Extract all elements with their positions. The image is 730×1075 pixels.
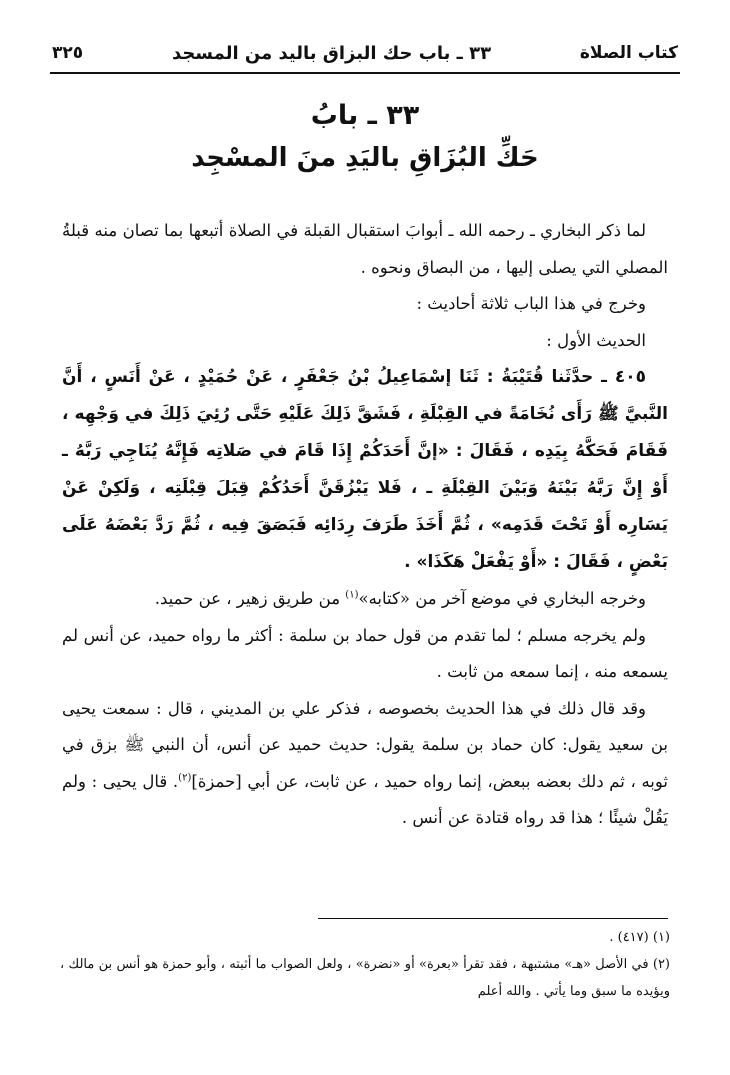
- bukhari-text-end: من طريق زهير ، عن حميد.: [154, 589, 346, 608]
- chapter-title: حَكِّ البُزَاقِ باليَدِ منَ المسْجِد: [191, 143, 539, 173]
- footnote-rule: [318, 918, 668, 919]
- main-text: [62, 213, 668, 837]
- bukhari-text: وخرجه البخاري في موضع آخر من «كتابه»: [358, 589, 646, 608]
- chapter-number: ٣٣ ـ بابُ: [310, 100, 420, 131]
- muslim-paragraph: ولم يخرجه مسلم ؛ لما تقدم من قول حماد بن سلمة : أكثر ما رواه حميد، عن أنس لم يسمعه منه ، إنما سمعه من ثابت .: [62, 625, 668, 681]
- madini-text-end: . قال يحيى : ولم يَقُلْ شيئًا ؛ هذا قد رواه قتادة عن أنس .: [62, 771, 668, 827]
- intro-paragraph: لما ذكر البخاري ـ رحمه الله ـ أبوابَ استقبال القبلة في الصلاة أتبعها بما تصان منه قبلةُ المصلي التي يصلى إليها ، من البصاق ونحوه .: [62, 221, 668, 277]
- first-hadith-heading: الحديث الأول :: [546, 330, 646, 350]
- hadith-text: ٤٠٥ ـ حدَّثَنا قُتَيْبَةُ : ثَنَا إسْمَاعِيلُ بْنُ جَعْفَرٍ ، عَنْ حُمَيْدٍ ، عَنْ أَنَسٍ ، أَنَّ النَّبيَّ ﷺ رَأَى نُخَامَةً في القِبْلَةِ ، فَشَقَّ ذَلِكَ عَلَيْهِ حَتَّى رُئِيَ ذَلِكَ في وَجْهِه ، فَقَامَ فَحَكَّهُ بِيَدِه ، فَقَالَ : «إنَّ أَحَدَكُمْ إِذَا قَامَ في صَلاتِه فَإِنَّهُ يُنَاجِي رَبَّهُ ـ أَوْ إِنَّ رَبَّهُ بَيْنَهُ وَبَيْنَ القِبْلَةِ ـ ، فَلا يَبْزُقَنَّ أَحَدُكُمْ قِبَلَ قِبْلَتِه ، وَلَكِنْ عَنْ يَسَارِه أَوْ تَحْتَ قَدَمِه» ، ثُمَّ أَخَذَ طَرَفَ رِدَائِه فَبَصَقَ فِيه ، ثُمَّ رَدَّ بَعْضَهُ عَلَى بَعْضٍ ، فَقَالَ : «أَوْ يَفْعَلْ هَكَذَا» .: [62, 367, 668, 572]
- section-title: ٣٣ ـ باب حك البزاق باليد من المسجد: [171, 42, 492, 64]
- footnote-ref-1: (١): [345, 589, 359, 601]
- hadith-count-paragraph: وخرج في هذا الباب ثلاثة أحاديث :: [416, 294, 646, 313]
- page-number: ٣٢٥: [52, 43, 84, 63]
- bukhari-paragraph: [62, 581, 668, 618]
- header-rule: [50, 72, 680, 74]
- footnote-1: (١) (٤١٧) .: [609, 930, 670, 945]
- footnotes: [60, 924, 670, 1005]
- running-header: [52, 38, 678, 68]
- footnote-ref-2: (٢): [178, 772, 192, 783]
- book-title: كتاب الصلاة: [579, 43, 678, 63]
- footnote-2: (٢) في الأصل «هـ» مشتبهة ، فقد تقرأ «بعرة» أو «نضرة» ، ولعل الصواب ما أثبته ، وأبو حمزة هو أنس بن مالك ، ويؤيده ما سبق وما يأتي . والله أعلم: [60, 957, 670, 999]
- madini-paragraph: [62, 691, 668, 837]
- madini-text: وقد قال ذلك في هذا الحديث بخصوصه ، فذكر علي بن المديني ، قال : سمعت يحيى بن سعيد يقول: كان حماد بن سلمة يقول: حديث حميد عن أنس، أن النبي ﷺ بزق في ثوبه ، ثم دلك بعضه ببعض، إنما رواه حميد ، عن ثابت، عن أبي [حمزة]: [62, 698, 668, 791]
